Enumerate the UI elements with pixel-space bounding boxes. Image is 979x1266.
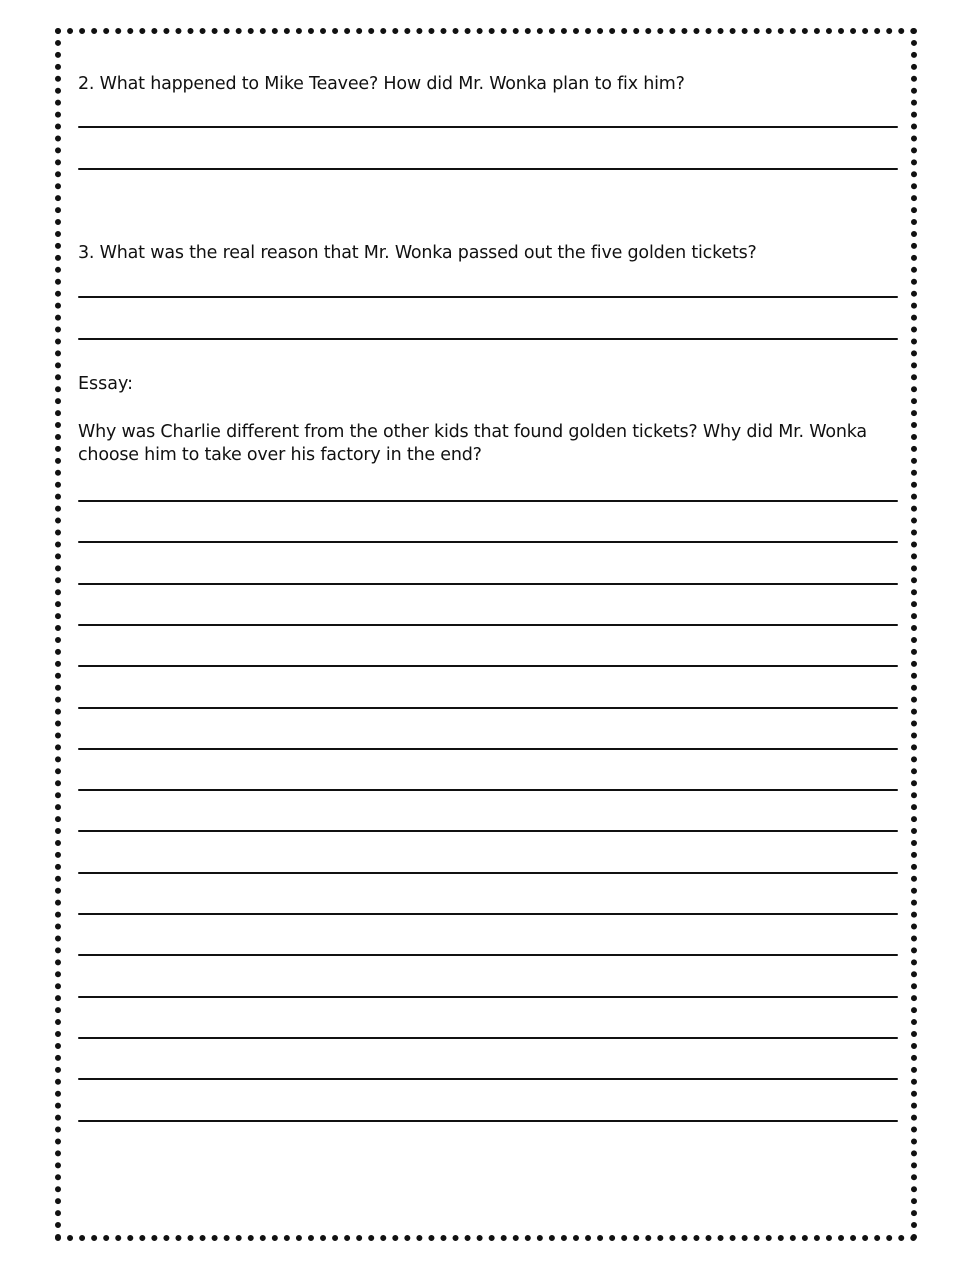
essay-answer-line[interactable] [78,1120,898,1122]
essay-answer-line[interactable] [78,872,898,874]
question-2-text: 2. What happened to Mike Teavee? How did Mr. Wonka plan to fix him? [78,74,685,94]
essay-answer-line[interactable] [78,1037,898,1039]
essay-answer-line[interactable] [78,707,898,709]
essay-answer-line[interactable] [78,541,898,543]
essay-heading: Essay: [78,374,133,394]
question-3-answer-line[interactable] [78,296,898,298]
question-2-answer-line[interactable] [78,126,898,128]
question-3-answer-line[interactable] [78,338,898,340]
dotted-page-border [55,28,917,1241]
essay-answer-line[interactable] [78,665,898,667]
essay-answer-line[interactable] [78,913,898,915]
question-3-text: 3. What was the real reason that Mr. Wonka passed out the five golden tickets? [78,243,757,263]
essay-answer-line[interactable] [78,583,898,585]
essay-answer-line[interactable] [78,996,898,998]
essay-answer-line[interactable] [78,1078,898,1080]
essay-answer-line[interactable] [78,789,898,791]
essay-answer-line[interactable] [78,624,898,626]
essay-answer-line[interactable] [78,500,898,502]
essay-prompt: Why was Charlie different from the other kids that found golden tickets? Why did Mr. Wonka choose him to take over his factory in the end? [78,422,867,465]
essay-answer-line[interactable] [78,748,898,750]
question-2-answer-line[interactable] [78,168,898,170]
essay-answer-line[interactable] [78,954,898,956]
